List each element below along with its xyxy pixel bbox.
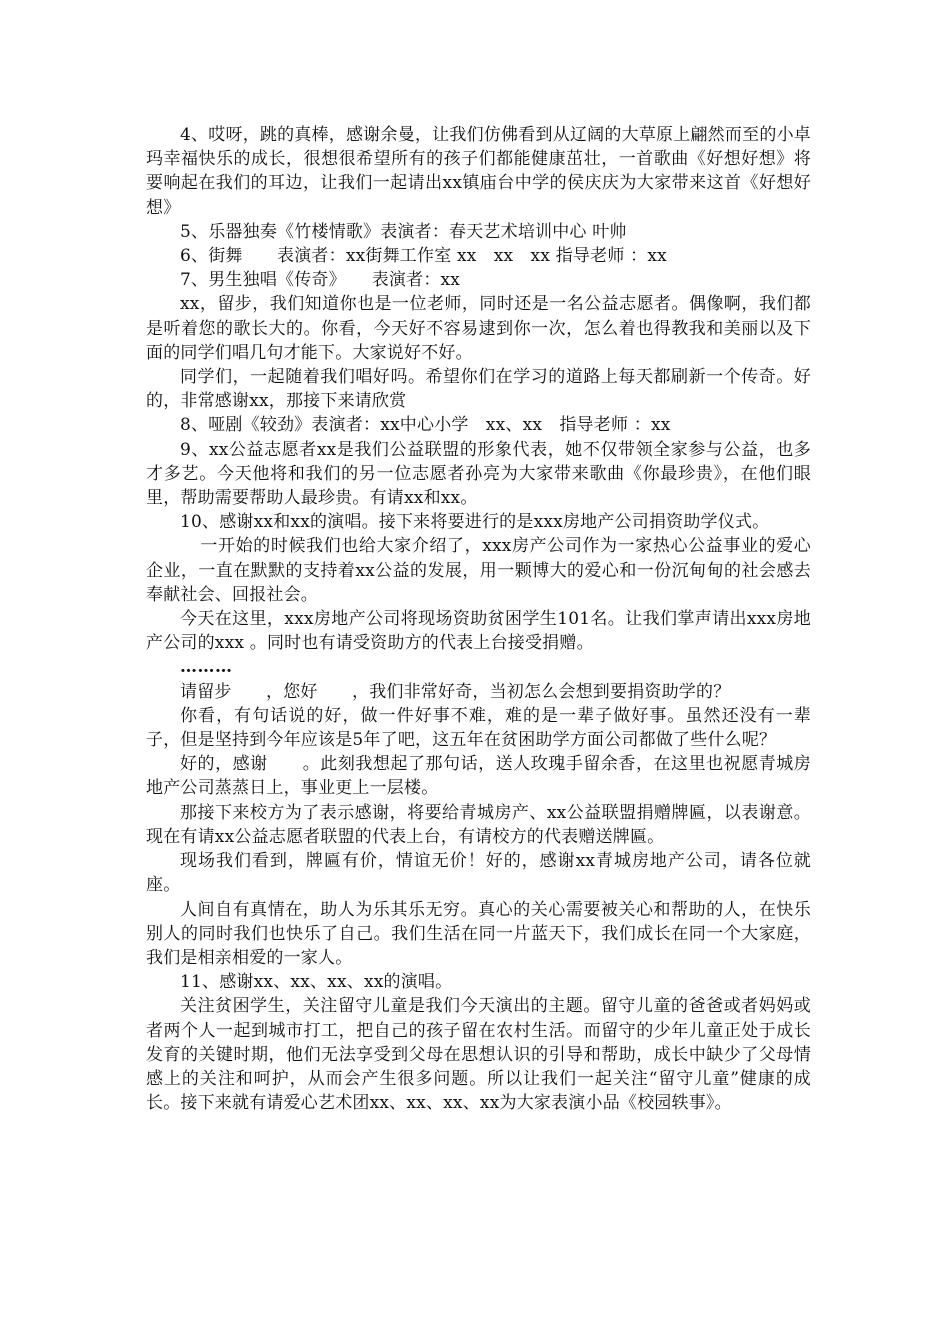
paragraph-seated: 现场我们看到，牌匾有价，情谊无价！好的，感谢xx青城房地产公司，请各位就座。: [146, 851, 811, 896]
paragraph-left-behind-children: 关注贫困学生，关注留守儿童是我们今天演出的主题。留守儿童的爸爸或者妈妈或者两个人一起到城市打工，把自己的孩子留在农村生活。而留守的少年儿童正处于成长发育的关键时期，他们无法享受到父母在思想认识的引导和帮助，成长中缺少了父母情感上的关注和呵护，从而会产生很多问题。所以让我们一起关注“留守儿童”健康的成长。接下来就有请爱心艺术团xx、xx、xx、xx为大家表演小品《校园轶事》。: [146, 996, 811, 1114]
paragraph-plaque: 那接下来校方为了表示感谢，将要给青城房产、xx公益联盟捐赠牌匾，以表谢意。现在有请xx公益志愿者联盟的代表上台，有请校方的代表赠送牌匾。: [146, 802, 811, 847]
paragraph-item-9: 9、xx公益志愿者xx是我们公益联盟的形象代表，她不仅带领全家参与公益，也多才多艺。今天他将和我们的另一位志愿者孙亮为大家带来歌曲《你最珍贵》，在他们眼里，帮助需要帮助人最珍贵。有请xx和xx。: [146, 439, 811, 509]
paragraph-item-10: 10、感谢xx和xx的演唱。接下来将要进行的是xxx房地产公司捐资助学仪式。: [180, 512, 770, 533]
document-body: [146, 123, 811, 1115]
paragraph-five-years: 你看，有句话说的好，做一件好事不难，难的是一辈子做好事。虽然还没有一辈子，但是坚持到今年应该是5年了吧，这五年在贫困助学方面公司都做了些什么呢？: [146, 705, 811, 751]
paragraph-thanks: 好的，感谢 。此刻我想起了那句话，送人玫瑰手留余香，在这里也祝愿青城房地产公司蒸蒸日上，事业更上一层楼。: [146, 754, 811, 799]
paragraph-item-6: 6、街舞 表演者：xx街舞工作室 xx xx xx 指导老师 ：xx: [180, 246, 667, 267]
paragraph-item-11: 11、感谢xx、xx、xx、xx的演唱。: [180, 972, 453, 993]
paragraph-donation: 今天在这里，xxx房地产公司将现场资助贫困学生101名。让我们掌声请出xxx房地产公司的xxx 。同时也有请受资助方的代表上台接受捐赠。: [146, 609, 811, 654]
paragraph-company-intro: 一开始的时候我们也给大家介绍了，xxx房产公司作为一家热心公益事业的爱心企业，一直在默默的支持着xx公益的发展，用一颗博大的爱心和一份沉甸甸的社会感去奉献社会、回报社会。: [146, 536, 811, 605]
paragraph-item-4: 4、哎呀，跳的真棒，感谢余曼，让我们仿佛看到从辽阔的大草原上翩然而至的小卓玛幸福快乐的成长，很想很希望所有的孩子们都能健康茁壮，一首歌曲《好想好想》将要响起在我们的耳边，让我们一起请出xx镇庙台中学的侯庆庆为大家带来这首《好想好想》: [146, 125, 811, 218]
paragraph-warmth: 人间自有真情在，助人为乐其乐无穷。真心的关心需要被关心和帮助的人，在快乐别人的同时我们也快乐了自己。我们生活在同一片蓝天下，我们成长在同一个大家庭，我们是相亲相爱的一家人。: [146, 899, 811, 968]
paragraph-item-8: 8、哑剧《较劲》表演者：xx中心小学 xx、xx 指导老师 ：xx: [180, 415, 671, 436]
paragraph-singer-request: xx，留步，我们知道你也是一位老师，同时还是一名公益志愿者。偶像啊，我们都是听着您的歌长大的。你看，今天好不容易逮到你一次，怎么着也得教我和美丽以及下面的同学们唱几句才能下。大家说好不好。: [146, 294, 811, 363]
paragraph-sing-along: 同学们，一起随着我们唱好吗。希望你们在学习的道路上每天都刷新一个传奇。好的，非常感谢xx，那接下来请欣赏: [146, 367, 811, 412]
paragraph-item-5: 5、乐器独奏《竹楼情歌》表演者：春天艺术培训中心 叶帅: [180, 221, 627, 242]
paragraph-item-7: 7、男生独唱《传奇》 表演者：xx: [180, 270, 461, 291]
paragraph-question: 请留步 ，您好 ，我们非常好奇，当初怎么会想到要捐资助学的？: [180, 681, 731, 702]
ellipsis-separator: ………: [180, 657, 233, 678]
